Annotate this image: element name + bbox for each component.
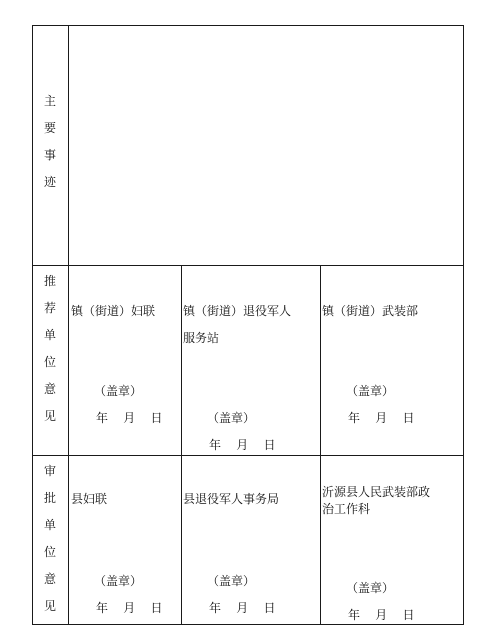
recommend-town-women-federation-title: 镇（街道）妇联 bbox=[71, 304, 156, 318]
main-deeds-label bbox=[32, 88, 68, 196]
approve-county-women-federation-seal: （盖章） bbox=[94, 574, 143, 588]
approve-armed-forces-political-office-title-2: 治工作科 bbox=[322, 502, 371, 516]
recommend-town-veterans-station-title: 镇（街道）退役军人 bbox=[183, 304, 292, 318]
label-char: 审 bbox=[43, 464, 56, 478]
label-char: 意 bbox=[43, 382, 56, 396]
label-char: 批 bbox=[43, 491, 56, 505]
label-char: 位 bbox=[43, 545, 56, 559]
label-char: 迹 bbox=[43, 175, 56, 189]
approve-county-veterans-bureau-date: 年 月 日 bbox=[209, 601, 276, 615]
approve-county-women-federation-date: 年 月 日 bbox=[96, 601, 163, 615]
recommend-label bbox=[32, 268, 68, 430]
label-char: 位 bbox=[43, 355, 56, 369]
label-char: 荐 bbox=[43, 301, 56, 315]
recommend-town-armed-forces-seal: （盖章） bbox=[346, 384, 395, 398]
label-char: 推 bbox=[43, 274, 56, 288]
recommend-town-women-federation-date: 年 月 日 bbox=[96, 411, 163, 425]
label-char: 见 bbox=[43, 409, 56, 423]
approve-county-veterans-bureau-title: 县退役军人事务局 bbox=[183, 492, 280, 506]
approve-county-women-federation-title: 县妇联 bbox=[71, 492, 108, 506]
recommend-town-veterans-station-seal: （盖章） bbox=[207, 411, 256, 425]
table-border-top bbox=[32, 25, 464, 26]
table-border-right bbox=[463, 25, 464, 625]
column-divider-1 bbox=[181, 265, 182, 625]
label-char: 要 bbox=[43, 121, 56, 135]
main-deeds-content-area[interactable] bbox=[70, 27, 462, 264]
label-char: 主 bbox=[43, 94, 56, 108]
column-divider-2 bbox=[320, 265, 321, 625]
approve-armed-forces-political-office-date: 年 月 日 bbox=[348, 608, 415, 622]
approve-county-veterans-bureau-seal: （盖章） bbox=[207, 574, 256, 588]
recommend-town-armed-forces-date: 年 月 日 bbox=[348, 411, 415, 425]
label-char: 事 bbox=[43, 148, 56, 162]
label-char: 意 bbox=[43, 572, 56, 586]
recommend-town-armed-forces-title: 镇（街道）武装部 bbox=[322, 304, 419, 318]
recommend-town-veterans-station-date: 年 月 日 bbox=[209, 438, 276, 452]
label-column-divider bbox=[68, 25, 69, 625]
row-divider-1 bbox=[32, 265, 464, 266]
label-char: 见 bbox=[43, 599, 56, 613]
row-divider-2 bbox=[32, 455, 464, 456]
approve-armed-forces-political-office-seal: （盖章） bbox=[346, 581, 395, 595]
label-char: 单 bbox=[43, 518, 56, 532]
approve-label bbox=[32, 458, 68, 620]
recommend-town-veterans-station-title-2: 服务站 bbox=[183, 331, 220, 345]
label-char: 单 bbox=[43, 328, 56, 342]
approve-armed-forces-political-office-title: 沂源县人民武装部政 bbox=[322, 485, 431, 499]
recommend-town-women-federation-seal: （盖章） bbox=[94, 384, 143, 398]
table-border-bottom bbox=[32, 624, 464, 625]
